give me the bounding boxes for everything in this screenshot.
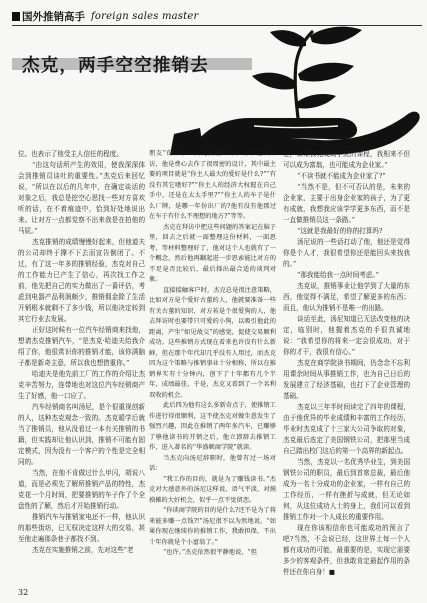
paragraph: 推销汽车与推销家电还不一样，他认识的那些街坊，已无权决定这样大的交易，甚至他走遍那条巷子都找不到。: [18, 513, 145, 543]
paragraph: 杰克说，推销事业让他学到了大量的东西，他觉得不满足，希望了解更多的东西；而且，他认为推销不是唯一的出路。: [283, 282, 410, 312]
paragraph: “这就是我最好的你的打算吗?: [297, 227, 383, 235]
paragraph: 汤尼说的一些话打动了他，他还是觉得你是个人才，我很希望你还是能回头来找我的。”: [283, 238, 410, 268]
hand-sprout-illustration: [170, 22, 427, 155]
leaf-top-left: [270, 30, 306, 46]
paragraph: “我工作的目的，就是为了赚钱读书。”杰克对大感意外的汤尼这样说，语气平淡，对摸摸摊的大好机会，似乎一点不觉留恋。: [149, 475, 276, 504]
text-column-2: [149, 149, 276, 559]
paragraph: 是，如果我完成商学院的课程，我相来不但可以成为富翁，也可能成为企业家。”: [283, 150, 410, 169]
paragraph: 当杰克向汤尼辞职时，他曾有过一场对话：: [149, 454, 276, 472]
leaf-mid-right: [298, 63, 354, 82]
paragraph: 杰克在拜访中把这些问题的答案记在脑子里，回去之后就一面整理这份材料，一面思考，等材料整理好了，他对这个人也就有了一个概念，然后他再翻起进一步思索能比对方的不足是否比较后，最后择出最合适的谈判对象。: [149, 223, 276, 283]
paragraph: “由这句话所产生的效用，使我深深体会到推销员谈吐的重要性。”杰克后来回忆说，“所以在以后的几年中，在确定谈话的对象之后，我总是挖空心思找一些对方喜欢听的话，在不着痕迹中，恰到好处地说出来。让对方一点都觉察不出来我是在拍他的马屁。”: [18, 161, 145, 235]
paragraph: 杰克在商学院读书期间，仍念念不忘利用课余时间从事推销工作，也为自己日后的发展建立了经济基础，也打下了企业管理的基础。: [283, 359, 410, 400]
paragraph: 哈迪夫是他先前工厂的工作的介绍让杰克辛苦努力，连带地也对这位汽车经销商产生了好感，他一口应了。: [18, 370, 145, 400]
paragraph: 当然，在他不肯做过什么甲闪，胡说八道，而是必须先了解所推销产品的特性，杰克花一个月时间，把要推销的车子作了个全盘性的了解，然后才开始推销行动。: [18, 469, 145, 510]
paragraph: 汽车经销商名叫汤尼，是个很重视创新的人，这种杰克观念一致的。杰克暖学后就当了推销员，他从没看过一本有关推销的书籍，但实践却让他认识到，推销不可能有固定模式，因为没有一个客户的个性是完全相同的。: [18, 403, 145, 466]
paragraph: 现在你该相信你也可能成功的预言了吧?当然，不会说已经，这世界上每一个人都有成功的可能，最重要的是，实现它需要多少的客观条件，但我敢肯定最起作用的条件还在你自身！■: [283, 524, 410, 576]
paragraph: 谈话至此，汤尼知道已无法改变他的决定，临别时，他握着杰克的手很真诚地说：“我希望你的将来一定会很成功，对于你的才干，我很有信心。”: [283, 315, 410, 356]
leaf-mid-left: [252, 73, 296, 90]
paragraph: 朋友”们作了一次礼貌性拜访。为了这次拜访，他是费心去作了很周密的设计，其中最主要的项目就是“你主人最大的爱好是什么?”“有没有其它嗜好?”“你主人的经济大权握在自己手中，还是在太太手里?”“你主人的车子是什么厂牌，是哪一年份出厂的?他有没有他那过在车子有什么不理想的地方?”等等。: [149, 150, 276, 220]
section-header: [12, 9, 422, 23]
paragraph: “当然不是，但不可否认的是，未来的企业家，主要于出身企业家的孩子，为了更有成就，我想我应该学学更多东西，而不是一直做推销员这一条路。”: [283, 183, 410, 224]
paragraph: “不读书就不能成为企业家了?”: [297, 172, 386, 180]
paragraph: 此后四为他有这么多新奇点子，使推销工作进行得很顺利，这不使杰克对做生意发生了强烈兴趣，因此在推销了两年多汽车，已赚够了够他读书的开销之后，他立即辞去推销工作，进入著名的“华盛顿商学院”就读。: [149, 402, 276, 451]
paragraph: 杰克在实施推销之前，先对这些“老: [32, 546, 134, 554]
paragraph: 直接接触客户时，杰克总是很注意策略，比如对方是个爱好古董的人，他就要准备一些有关古董的知识，对方若是个很爱狗的人，他去拜访时也要带只可爱的小狗，以吸引他此的距离，产生“如见故交”的感觉，促使交易顺利成功。这些推销方式现在看来也许没有什么新鲜，但在那个年代却几乎没有人用过，而杰克因为这个策略与推销事业十分相称，所以在推销界实有十分钟内，创下了十年都有几个半年，成绩最佳，于是，杰克又看到了一个名利双收的机会。: [149, 286, 276, 399]
paragraph: 正好这时候有一位汽车经销商来找他，想请杰克推销汽车，“是杰克·哈迪夫给我介绍了你，他很赏识你的推销才能，该你满脑子都是新奇主意，所以我也想借重你。”: [18, 326, 145, 367]
leaf-top-right: [310, 27, 362, 45]
paragraph: “那我能给我一点时间考虑。”: [297, 271, 379, 279]
section-title-en: foreign sales master: [91, 10, 199, 22]
paragraph: 当然，杰克以一名优秀毕业生，到美国钢铁公司的职员，最后到首席总裁，最后他成为一名十分成功的企业家，一样有自己的工作经历，一样有挫折与成就，但无论如何，从这位成功人士的身上，我们可以看到推销工作对一个人成长的重要作用。: [283, 458, 410, 521]
paragraph: 位。也表示了他受主人信任的程度。: [18, 150, 123, 158]
paragraph: “你读商学院的目的是什么?还不是为了将来能多赚一点钱?!”汤尼很不以为然地说，“如果你现在继续你的推销工作，我敢担保，不出十年你就是个小富翁了。”: [149, 507, 276, 546]
paragraph: “也许。”杰克依然很平静地说，“但: [163, 549, 257, 556]
page-number: 32: [18, 588, 29, 597]
paragraph: 杰克以三年半时间读完了四年的课程，由于他优异的毕业成绩和丰富的工作经历，毕业时杰克成了十三家大公司争取的对象，杰克最后选定了美国钢铁公司，把那里当成自己踏出校门这后的第一个高界的新起点。: [283, 403, 410, 455]
square-bullet-icon: [12, 12, 20, 21]
paragraph: 杰克推销的成绩慢慢好起来，但他道夫的公司却终于撑不下去而宣告倒闭了。不过，有了这一年多的推销经验，杰克对自己的工作能力已产生了信心，再次找工作之前，他先把自己的实力做出了一番评估，考虑到电器产品利润颇少，推销佣金除了生活开销根本就剩不了多少钱，所以他决定转到其它行业去发展。: [18, 238, 145, 323]
text-column-3: [283, 149, 410, 578]
article-title: 杰克，两手空空推销去: [22, 56, 209, 76]
leaf-low-right: [297, 94, 336, 109]
text-column-1: [18, 149, 145, 556]
section-title-zh: 国外推销高手: [22, 10, 85, 23]
